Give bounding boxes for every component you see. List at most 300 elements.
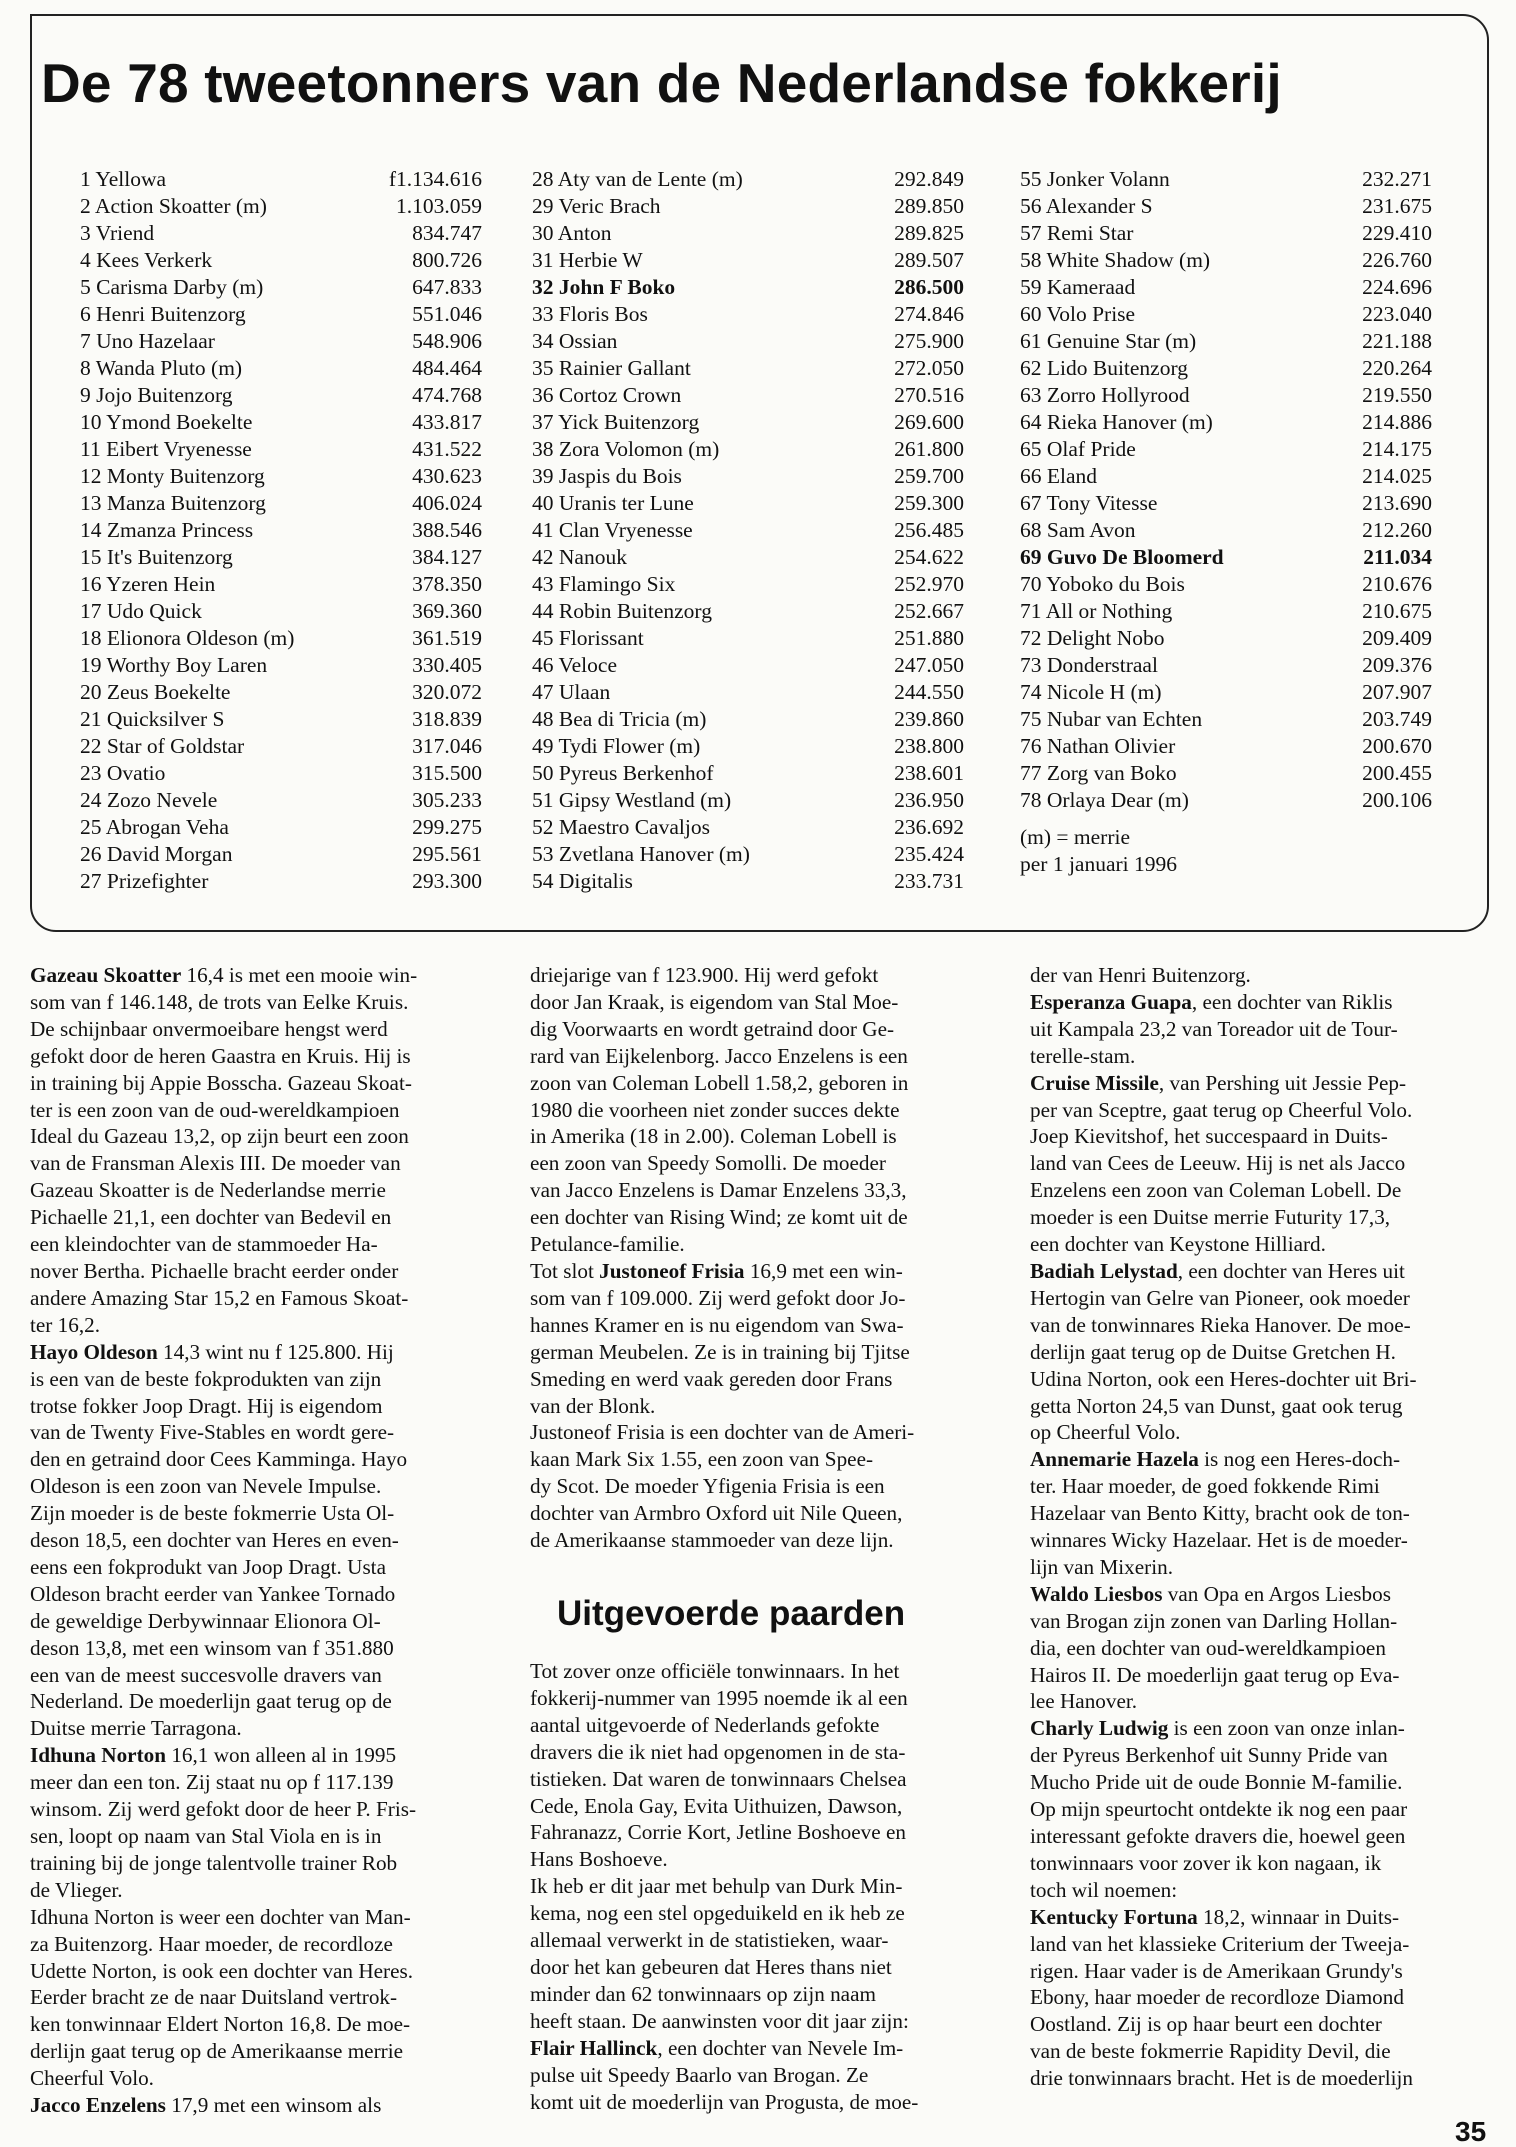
horse-name: 11 Eibert Vryenesse bbox=[80, 437, 252, 461]
text-run: komt uit de moederlijn van Progusta, de moe- bbox=[530, 2089, 919, 2114]
text-line bbox=[30, 962, 500, 989]
horse-name-bold: Annemarie Hazela bbox=[1030, 1447, 1199, 1472]
text-run: , een dochter van Heres uit bbox=[1177, 1258, 1405, 1283]
text-line bbox=[30, 1931, 500, 1958]
text-run: uit Kampala 23,2 van Toreador uit de Tour- bbox=[1030, 1016, 1398, 1041]
ranking-row bbox=[532, 274, 964, 301]
text-line bbox=[530, 1204, 1000, 1231]
text-run: pulse uit Speedy Baarlo van Brogan. Ze bbox=[530, 2062, 869, 2087]
text-line bbox=[1030, 1527, 1500, 1554]
winnings-value: 200.455 bbox=[1362, 761, 1432, 785]
ranking-row bbox=[80, 328, 482, 355]
winnings-value: 431.522 bbox=[412, 437, 482, 461]
text-line bbox=[1030, 1231, 1500, 1258]
text-run: een van de meest succesvolle dravers van bbox=[30, 1662, 382, 1687]
text-run: in Amerika (18 in 2.00). Coleman Lobell is bbox=[530, 1124, 897, 1149]
ranking-row bbox=[1020, 733, 1432, 760]
ranking-row bbox=[80, 787, 482, 814]
text-line bbox=[1030, 2038, 1500, 2065]
ranking-row bbox=[80, 679, 482, 706]
horse-name-bold: Gazeau Skoatter bbox=[30, 963, 182, 987]
text-line bbox=[530, 1766, 1000, 1793]
horse-name: 59 Kameraad bbox=[1020, 275, 1136, 299]
text-run: zoon van Coleman Lobell 1.58,2, geboren in bbox=[530, 1070, 909, 1095]
text-line bbox=[30, 1123, 500, 1150]
text-line bbox=[530, 1873, 1000, 1900]
text-run: Zijn moeder is de beste fokmerrie Usta Ol- bbox=[30, 1501, 395, 1526]
horse-name: 40 Uranis ter Lune bbox=[532, 491, 694, 515]
text-line bbox=[530, 1070, 1000, 1097]
text-line bbox=[1030, 1931, 1500, 1958]
text-run: Ebony, haar moeder de recordloze Diamond bbox=[1030, 1985, 1404, 2010]
ranking-row bbox=[80, 463, 482, 490]
text-line bbox=[30, 1446, 500, 1473]
text-line bbox=[30, 1150, 500, 1177]
text-run: ter. Haar moeder, de goed fokkende Rimi bbox=[1030, 1474, 1380, 1499]
ranking-row bbox=[80, 166, 482, 193]
winnings-value: 272.050 bbox=[894, 356, 964, 380]
ranking-row bbox=[80, 868, 482, 895]
ranking-row bbox=[532, 598, 964, 625]
text-line bbox=[1030, 1796, 1500, 1823]
ranking-row bbox=[532, 490, 964, 517]
ranking-row bbox=[1020, 598, 1432, 625]
winnings-value: 214.886 bbox=[1362, 410, 1432, 434]
ranking-row bbox=[80, 490, 482, 517]
ranking-row bbox=[1020, 787, 1432, 814]
horse-name: 44 Robin Buitenzorg bbox=[532, 599, 712, 623]
horse-name: 50 Pyreus Berkenhof bbox=[532, 761, 714, 785]
horse-name: 24 Zozo Nevele bbox=[80, 788, 218, 812]
horse-name: 19 Worthy Boy Laren bbox=[80, 653, 268, 677]
text-line bbox=[530, 1123, 1000, 1150]
horse-name: 61 Genuine Star (m) bbox=[1020, 329, 1197, 353]
ranking-row bbox=[80, 733, 482, 760]
horse-name: 34 Ossian bbox=[532, 329, 618, 353]
text-run: winsom. Zij werd gefokt door de heer P. Fris- bbox=[30, 1797, 417, 1822]
horse-name: 20 Zeus Boekelte bbox=[80, 680, 231, 704]
text-run: een dochter van Rising Wind; ze komt uit de bbox=[530, 1205, 908, 1230]
text-run: door Jan Kraak, is eigendom van Stal Moe- bbox=[530, 989, 899, 1014]
ranking-row bbox=[80, 382, 482, 409]
text-run: moeder is een Duitse merrie Futurity 17,3, bbox=[1030, 1205, 1391, 1230]
winnings-value: 233.731 bbox=[894, 869, 964, 893]
text-line bbox=[30, 2092, 500, 2119]
winnings-value: 219.550 bbox=[1362, 383, 1432, 407]
text-run: som van f 146.148, de trots van Eelke Kruis. bbox=[30, 989, 409, 1014]
winnings-value: 474.768 bbox=[412, 383, 482, 407]
horse-name: 77 Zorg van Boko bbox=[1020, 761, 1177, 785]
ranking-row bbox=[532, 868, 964, 895]
horse-name-bold: Waldo Liesbos bbox=[1030, 1581, 1163, 1606]
text-line bbox=[1030, 1285, 1500, 1312]
text-run: Petulance-familie. bbox=[530, 1232, 685, 1257]
ranking-row bbox=[1020, 490, 1432, 517]
text-line bbox=[530, 1927, 1000, 1954]
text-line bbox=[30, 1177, 500, 1204]
ranking-row bbox=[80, 652, 482, 679]
ranking-row bbox=[532, 220, 964, 247]
text-line bbox=[30, 1984, 500, 2011]
horse-name: 32 John F Boko bbox=[532, 275, 676, 299]
winnings-value: 220.264 bbox=[1362, 356, 1432, 380]
text-run: Enzelens een zoon van Coleman Lobell. De bbox=[1030, 1178, 1402, 1203]
text-run: van de beste fokmerrie Rapidity Devil, die bbox=[1030, 2039, 1391, 2064]
ranking-row bbox=[532, 382, 964, 409]
text-line bbox=[30, 989, 500, 1016]
text-run: nover Bertha. Pichaelle bracht eerder onder bbox=[30, 1258, 399, 1283]
winnings-value: 223.040 bbox=[1362, 302, 1432, 326]
text-run: Tot slot bbox=[530, 1258, 600, 1283]
ranking-row bbox=[532, 544, 964, 571]
text-line bbox=[530, 1981, 1000, 2008]
text-run: 16,9 met een win- bbox=[744, 1258, 903, 1283]
text-line bbox=[530, 1793, 1000, 1820]
article-column-2-section bbox=[530, 1658, 1000, 2115]
text-run: dy Scot. De moeder Yfigenia Frisia is een bbox=[530, 1474, 885, 1499]
winnings-value: 200.106 bbox=[1362, 788, 1432, 812]
text-line bbox=[1030, 1715, 1500, 1742]
winnings-value: 292.849 bbox=[894, 167, 964, 191]
text-run: gefokt door de heren Gaastra en Kruis. Hij is bbox=[30, 1043, 411, 1068]
winnings-value: 203.749 bbox=[1362, 707, 1432, 731]
ranking-row bbox=[532, 517, 964, 544]
text-run: Hairos II. De moederlijn gaat terug op Eva- bbox=[1030, 1662, 1400, 1687]
text-line bbox=[530, 1419, 1000, 1446]
text-run: lijn van Mixerin. bbox=[1030, 1554, 1173, 1579]
winnings-value: 286.500 bbox=[894, 275, 964, 299]
text-line bbox=[30, 1715, 500, 1742]
text-line bbox=[1030, 1258, 1500, 1285]
text-line bbox=[1030, 1877, 1500, 1904]
text-line bbox=[30, 1904, 500, 1931]
text-run: Udette Norton, is ook een dochter van Heres. bbox=[30, 1958, 414, 1983]
winnings-value: 388.546 bbox=[412, 518, 482, 542]
horse-name-bold: Kentucky Fortuna bbox=[1030, 1904, 1198, 1929]
ranking-row bbox=[532, 328, 964, 355]
winnings-value: 210.675 bbox=[1362, 599, 1432, 623]
text-run: Idhuna Norton is weer een dochter van Man- bbox=[30, 1904, 411, 1929]
text-run: 18,2, winnaar in Duits- bbox=[1197, 1904, 1400, 1929]
text-run: in training bij Appie Bosscha. Gazeau Skoat- bbox=[30, 1070, 412, 1095]
horse-name: 55 Jonker Volann bbox=[1020, 167, 1170, 191]
ranking-row bbox=[1020, 274, 1432, 301]
page-title: De 78 tweetonners van de Nederlandse fokkerij bbox=[41, 52, 1282, 114]
ranking-row bbox=[532, 571, 964, 598]
text-run: kaan Mark Six 1.55, een zoon van Spee- bbox=[530, 1447, 874, 1472]
text-line bbox=[30, 1688, 500, 1715]
text-line bbox=[1030, 1150, 1500, 1177]
ranking-row bbox=[1020, 571, 1432, 598]
winnings-value: 315.500 bbox=[412, 761, 482, 785]
text-run: Mucho Pride uit de oude Bonnie M-familie. bbox=[1030, 1770, 1403, 1795]
horse-name: 72 Delight Nobo bbox=[1020, 626, 1165, 650]
text-run: 1980 die voorheen niet zonder succes dekte bbox=[530, 1097, 900, 1122]
ranking-column-1 bbox=[80, 166, 482, 895]
date-note: per 1 januari 1996 bbox=[1020, 852, 1178, 876]
ranking-row bbox=[80, 571, 482, 598]
text-run: Eerder bracht ze de naar Duitsland vertrok- bbox=[30, 1985, 398, 2010]
text-run: Nederland. De moederlijn gaat terug op de bbox=[30, 1689, 392, 1714]
text-line bbox=[30, 1043, 500, 1070]
text-line bbox=[530, 1258, 1000, 1285]
winnings-value: 289.850 bbox=[894, 194, 964, 218]
text-line bbox=[1030, 1312, 1500, 1339]
ranking-row bbox=[80, 625, 482, 652]
text-run: Ik heb er dit jaar met behulp van Durk Min- bbox=[530, 1874, 903, 1899]
text-line bbox=[30, 1769, 500, 1796]
text-run: de geweldige Derbywinnaar Elionora Ol- bbox=[30, 1608, 381, 1633]
winnings-value: 236.692 bbox=[894, 815, 964, 839]
text-line bbox=[530, 1097, 1000, 1124]
text-line bbox=[530, 2008, 1000, 2035]
text-line bbox=[30, 1877, 500, 1904]
text-line bbox=[1030, 2065, 1500, 2092]
winnings-value: 330.405 bbox=[412, 653, 482, 677]
text-line bbox=[530, 1685, 1000, 1712]
horse-name: 9 Jojo Buitenzorg bbox=[80, 383, 233, 407]
text-line bbox=[30, 1285, 500, 1312]
text-run: Smeding en werd vaak gereden door Frans bbox=[530, 1366, 893, 1391]
text-line bbox=[1030, 1958, 1500, 1985]
winnings-value: 236.950 bbox=[894, 788, 964, 812]
winnings-value: 207.907 bbox=[1362, 680, 1432, 704]
text-line bbox=[1030, 1339, 1500, 1366]
horse-name: 71 All or Nothing bbox=[1020, 599, 1173, 623]
ranking-row bbox=[1020, 355, 1432, 382]
horse-name: 66 Eland bbox=[1020, 464, 1098, 488]
ranking-row bbox=[1020, 544, 1432, 571]
horse-name: 52 Maestro Cavaljos bbox=[532, 815, 710, 839]
text-run: , een dochter van Nevele Im- bbox=[657, 2035, 904, 2060]
horse-name: 46 Veloce bbox=[532, 653, 617, 677]
text-run: is een van de beste fokprodukten van zijn bbox=[30, 1366, 382, 1391]
text-run: dochter van Armbro Oxford uit Nile Queen, bbox=[530, 1501, 903, 1526]
text-run: german Meubelen. Ze is in training bij Tjitse bbox=[530, 1339, 910, 1364]
text-line bbox=[1030, 1043, 1500, 1070]
ranking-row bbox=[80, 247, 482, 274]
text-line bbox=[30, 1419, 500, 1446]
winnings-value: 251.880 bbox=[894, 626, 964, 650]
horse-name: 18 Elionora Oldeson (m) bbox=[80, 626, 295, 650]
text-line bbox=[1030, 1662, 1500, 1689]
text-run: sen, loopt op naam van Stal Viola en is in bbox=[30, 1824, 382, 1848]
winnings-value: 224.696 bbox=[1362, 275, 1432, 299]
text-line bbox=[530, 1446, 1000, 1473]
text-line bbox=[30, 1097, 500, 1124]
winnings-value: 226.760 bbox=[1362, 248, 1432, 272]
winnings-value: 209.409 bbox=[1362, 626, 1432, 650]
winnings-value: 270.516 bbox=[894, 383, 964, 407]
legend-note: (m) = merrie bbox=[1020, 825, 1131, 849]
horse-name: 42 Nanouk bbox=[532, 545, 627, 569]
horse-name: 31 Herbie W bbox=[532, 248, 643, 272]
ranking-row bbox=[532, 679, 964, 706]
text-line bbox=[1030, 1473, 1500, 1500]
ranking-row bbox=[80, 760, 482, 787]
horse-name-bold: Esperanza Guapa bbox=[1030, 989, 1192, 1014]
text-line bbox=[530, 1366, 1000, 1393]
horse-name-bold: Hayo Oldeson bbox=[30, 1339, 158, 1364]
text-line bbox=[30, 1393, 500, 1420]
text-line bbox=[530, 1231, 1000, 1258]
horse-name: 29 Veric Brach bbox=[532, 194, 661, 218]
ranking-row bbox=[80, 706, 482, 733]
horse-name: 58 White Shadow (m) bbox=[1020, 248, 1211, 272]
text-run: een dochter van Keystone Hilliard. bbox=[1030, 1232, 1326, 1257]
horse-name-bold: Cruise Missile bbox=[1030, 1070, 1159, 1095]
horse-name: 70 Yoboko du Bois bbox=[1020, 572, 1185, 596]
horse-name: 30 Anton bbox=[532, 221, 612, 245]
winnings-value: 430.623 bbox=[412, 464, 482, 488]
text-line bbox=[30, 1823, 500, 1850]
winnings-value: 834.747 bbox=[412, 221, 482, 245]
horse-name-bold: Jacco Enzelens bbox=[30, 2093, 166, 2118]
ranking-column-2 bbox=[532, 166, 964, 895]
text-run: rard van Eijkelenborg. Jacco Enzelens is een bbox=[530, 1043, 908, 1068]
ranking-row bbox=[1020, 517, 1432, 544]
text-run: is nog een Heres-doch- bbox=[1198, 1447, 1401, 1472]
text-run: ter is een zoon van de oud-wereldkampioen bbox=[30, 1097, 400, 1122]
ranking-row bbox=[532, 355, 964, 382]
article-column-3 bbox=[1030, 962, 1500, 2092]
winnings-value: 305.233 bbox=[412, 788, 482, 812]
text-run: eens een fokprodukt van Joop Dragt. Usta bbox=[30, 1554, 386, 1579]
winnings-value: 384.127 bbox=[412, 545, 482, 569]
winnings-value: 275.900 bbox=[894, 329, 964, 353]
winnings-value: 369.360 bbox=[412, 599, 482, 623]
text-line bbox=[30, 1473, 500, 1500]
winnings-value: 274.846 bbox=[894, 302, 964, 326]
text-line bbox=[530, 2062, 1000, 2089]
text-line bbox=[1030, 1204, 1500, 1231]
text-run: dravers die ik niet had opgenomen in de sta- bbox=[530, 1739, 906, 1764]
horse-name: 25 Abrogan Veha bbox=[80, 815, 229, 839]
text-line bbox=[530, 1900, 1000, 1927]
winnings-value: 200.670 bbox=[1362, 734, 1432, 758]
text-run: Hazelaar van Bento Kitty, bracht ook de ton- bbox=[1030, 1501, 1410, 1526]
text-line bbox=[30, 2011, 500, 2038]
horse-name: 49 Tydi Flower (m) bbox=[532, 734, 701, 758]
ranking-row bbox=[532, 301, 964, 328]
ranking-row bbox=[80, 544, 482, 571]
text-run: rigen. Haar vader is de Amerikaan Grundy's bbox=[1030, 1958, 1403, 1983]
ranking-row bbox=[1020, 301, 1432, 328]
winnings-value: 800.726 bbox=[412, 248, 482, 272]
page-number: 35 bbox=[1455, 2116, 1487, 2147]
horse-name-bold: Flair Hallinck bbox=[530, 2035, 658, 2060]
text-run: Duitse merrie Tarragona. bbox=[30, 1716, 242, 1741]
text-line bbox=[30, 1581, 500, 1608]
winnings-value: 320.072 bbox=[412, 680, 482, 704]
horse-name: 37 Yick Buitenzorg bbox=[532, 410, 700, 434]
text-run: van Brogan zijn zonen van Darling Hollan- bbox=[1030, 1608, 1398, 1633]
ranking-row bbox=[1020, 760, 1432, 787]
winnings-value: 259.300 bbox=[894, 491, 964, 515]
text-line bbox=[1030, 1904, 1500, 1931]
text-run: meer dan een ton. Zij staat nu op f 117.139 bbox=[30, 1770, 394, 1795]
horse-name: 63 Zorro Hollyrood bbox=[1020, 383, 1190, 407]
ranking-row bbox=[80, 598, 482, 625]
ranking-row bbox=[532, 436, 964, 463]
ranking-row bbox=[80, 301, 482, 328]
ranking-row bbox=[1020, 625, 1432, 652]
horse-name: 75 Nubar van Echten bbox=[1020, 707, 1203, 731]
ranking-row bbox=[532, 409, 964, 436]
winnings-value: 252.970 bbox=[894, 572, 964, 596]
text-line bbox=[530, 1285, 1000, 1312]
text-line bbox=[30, 1070, 500, 1097]
text-run: een kleindochter van de stammoeder Ha- bbox=[30, 1232, 378, 1257]
horse-name: 21 Quicksilver S bbox=[80, 707, 225, 731]
horse-name: 64 Rieka Hanover (m) bbox=[1020, 410, 1213, 434]
winnings-value: 232.271 bbox=[1362, 167, 1432, 191]
ranking-row bbox=[1020, 652, 1432, 679]
winnings-value: 239.860 bbox=[894, 707, 964, 731]
text-line bbox=[1030, 2011, 1500, 2038]
winnings-value: 293.300 bbox=[412, 869, 482, 893]
text-line bbox=[1030, 1850, 1500, 1877]
horse-name: 48 Bea di Tricia (m) bbox=[532, 707, 707, 731]
text-line bbox=[530, 1500, 1000, 1527]
horse-name: 10 Ymond Boekelte bbox=[80, 410, 253, 434]
text-run: winnares Wicky Hazelaar. Het is de moeder- bbox=[1030, 1528, 1408, 1553]
text-line bbox=[1030, 1366, 1500, 1393]
winnings-value: 406.024 bbox=[412, 491, 482, 515]
ranking-row bbox=[532, 193, 964, 220]
winnings-value: 261.800 bbox=[894, 437, 964, 461]
text-run: Oldeson is een zoon van Nevele Impulse. bbox=[30, 1474, 382, 1499]
winnings-value: 244.550 bbox=[894, 680, 964, 704]
text-line bbox=[1030, 1581, 1500, 1608]
winnings-value: 289.825 bbox=[894, 221, 964, 245]
text-line bbox=[30, 1662, 500, 1689]
text-line bbox=[530, 1846, 1000, 1873]
text-line bbox=[530, 1393, 1000, 1420]
text-line bbox=[530, 1712, 1000, 1739]
winnings-value: 214.025 bbox=[1362, 464, 1432, 488]
text-run: ter 16,2. bbox=[30, 1312, 101, 1337]
ranking-row bbox=[532, 760, 964, 787]
ranking-row bbox=[80, 274, 482, 301]
horse-name: 74 Nicole H (m) bbox=[1020, 680, 1162, 704]
text-run: van de Twenty Five-Stables en wordt gere- bbox=[30, 1420, 395, 1445]
ranking-row bbox=[532, 841, 964, 868]
winnings-value: 295.561 bbox=[412, 842, 482, 866]
text-run: dia, een dochter van oud-wereldkampioen bbox=[1030, 1635, 1386, 1660]
text-line bbox=[1030, 1393, 1500, 1420]
text-run: van Jacco Enzelens is Damar Enzelens 33,3, bbox=[530, 1178, 907, 1203]
winnings-value: 289.507 bbox=[894, 248, 964, 272]
text-run: Tot zover onze officiële tonwinnaars. In het bbox=[530, 1659, 900, 1683]
text-line bbox=[30, 1500, 500, 1527]
text-line bbox=[1030, 962, 1500, 989]
text-run: Oldeson bracht eerder van Yankee Tornado bbox=[30, 1581, 396, 1606]
ranking-row bbox=[80, 409, 482, 436]
text-run: hannes Kramer en is nu eigendom van Swa- bbox=[530, 1312, 904, 1337]
ranking-row bbox=[1020, 382, 1432, 409]
winnings-value: 256.485 bbox=[894, 518, 964, 542]
text-line bbox=[1030, 1446, 1500, 1473]
text-run: derlijn gaat terug op de Duitse Gretchen H. bbox=[1030, 1339, 1396, 1364]
text-line bbox=[1030, 1500, 1500, 1527]
text-run: De schijnbaar onvermoeibare hengst werd bbox=[30, 1016, 388, 1041]
horse-name: 7 Uno Hazelaar bbox=[80, 329, 215, 353]
text-run: een zoon van Speedy Somolli. De moeder bbox=[530, 1151, 886, 1176]
ranking-row bbox=[532, 733, 964, 760]
text-line bbox=[30, 1796, 500, 1823]
text-line bbox=[30, 1231, 500, 1258]
